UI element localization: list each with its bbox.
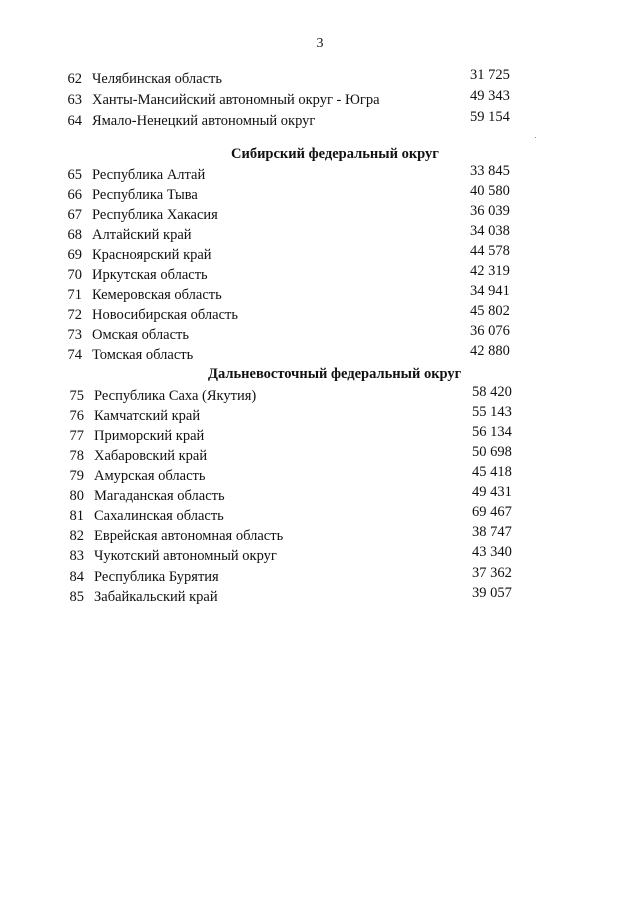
- region-name: Приморский край: [94, 428, 205, 444]
- region-name: Забайкальский край: [94, 589, 218, 605]
- region-value: 55 143: [472, 404, 512, 420]
- region-value: 37 362: [472, 565, 512, 581]
- region-value: 58 420: [472, 384, 512, 400]
- row-number: 63: [67, 92, 82, 108]
- region-value: 36 076: [470, 323, 510, 339]
- region-value: 59 154: [470, 109, 510, 125]
- row-number: 75: [69, 388, 84, 404]
- region-name: Иркутская область: [92, 267, 208, 283]
- row-number: 76: [69, 408, 84, 424]
- region-value: 34 038: [470, 223, 510, 239]
- row-number: 70: [67, 267, 82, 283]
- region-value: 33 845: [470, 163, 510, 179]
- row-number: 65: [67, 167, 82, 183]
- region-name: Новосибирская область: [92, 307, 238, 323]
- row-number: 68: [67, 227, 82, 243]
- row-number: 64: [67, 113, 82, 129]
- row-number: 84: [69, 569, 84, 585]
- row-number: 72: [67, 307, 82, 323]
- region-name: Республика Хакасия: [92, 207, 218, 223]
- region-name: Ямало-Ненецкий автономный округ: [92, 113, 316, 129]
- row-number: 80: [69, 488, 84, 504]
- row-number: 71: [67, 287, 82, 303]
- region-name: Республика Тыва: [92, 187, 198, 203]
- region-value: 42 319: [470, 263, 510, 279]
- region-value: 45 802: [470, 303, 510, 319]
- region-name: Амурская область: [94, 468, 206, 484]
- page-number: 3: [316, 36, 324, 51]
- row-number: 66: [67, 187, 82, 203]
- row-number: 85: [69, 589, 84, 605]
- region-value: 49 343: [470, 88, 510, 104]
- row-number: 82: [69, 528, 84, 544]
- region-name: Еврейская автономная область: [94, 528, 284, 544]
- region-name: Томская область: [92, 347, 194, 363]
- region-value: 44 578: [470, 243, 510, 259]
- row-number: 69: [67, 247, 82, 263]
- section-title-far-east: Дальневосточный федеральный округ: [208, 366, 462, 382]
- region-name: Кемеровская область: [92, 287, 222, 303]
- row-number: 83: [69, 548, 84, 564]
- region-value: 56 134: [472, 424, 512, 440]
- region-value: 49 431: [472, 484, 512, 500]
- section-title-siberian: Сибирский федеральный округ: [231, 146, 439, 162]
- region-name: Республика Саха (Якутия): [94, 388, 257, 404]
- region-name: Магаданская область: [94, 488, 225, 504]
- region-name: Хабаровский край: [94, 448, 208, 464]
- row-number: 81: [69, 508, 84, 524]
- row-number: 77: [69, 428, 84, 444]
- region-name: Республика Бурятия: [94, 569, 219, 585]
- region-value: 42 880: [470, 343, 510, 359]
- region-name: Омская область: [92, 327, 189, 343]
- region-value: 38 747: [472, 524, 512, 540]
- scan-speck: [535, 137, 536, 138]
- region-value: 45 418: [472, 464, 512, 480]
- region-name: Ханты-Мансийский автономный округ - Югра: [92, 92, 380, 108]
- region-value: 39 057: [472, 585, 512, 601]
- region-value: 34 941: [470, 283, 510, 299]
- row-number: 74: [67, 347, 82, 363]
- row-number: 67: [67, 207, 82, 223]
- row-number: 62: [67, 71, 82, 87]
- region-name: Республика Алтай: [92, 167, 206, 183]
- region-name: Челябинская область: [92, 71, 222, 87]
- region-value: 50 698: [472, 444, 512, 460]
- row-number: 79: [69, 468, 84, 484]
- region-name: Красноярский край: [92, 247, 212, 263]
- region-value: 69 467: [472, 504, 512, 520]
- region-name: Камчатский край: [94, 408, 201, 424]
- region-value: 43 340: [472, 544, 512, 560]
- region-value: 40 580: [470, 183, 510, 199]
- region-name: Алтайский край: [92, 227, 192, 243]
- row-number: 78: [69, 448, 84, 464]
- row-number: 73: [67, 327, 82, 343]
- region-name: Сахалинская область: [94, 508, 224, 524]
- region-value: 36 039: [470, 203, 510, 219]
- region-name: Чукотский автономный округ: [94, 548, 277, 564]
- region-value: 31 725: [470, 67, 510, 83]
